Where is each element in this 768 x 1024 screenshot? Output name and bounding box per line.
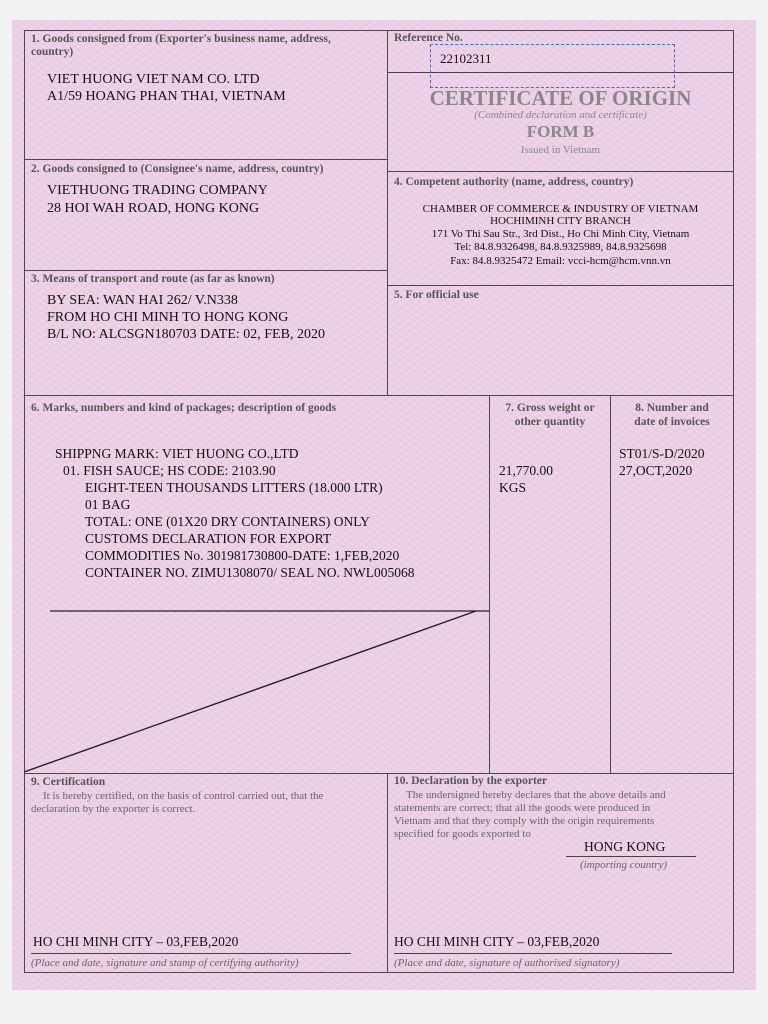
invoice-number: ST01/S-D/2020 [619,446,705,461]
box-9-label: 9. Certification [31,776,106,788]
gross-weight-unit: KGS [499,480,527,495]
certification-text-line2: declaration by the exporter is correct. [31,803,196,815]
box-9-certification [24,773,388,973]
declaration-signature-line [394,953,672,954]
box-8-label-line2: date of invoices [634,416,710,428]
box-7-gross-weight [489,395,611,774]
box-7-label-line1: 7. Gross weight or [505,402,595,414]
exporter-address: A1/59 HOANG PHAN THAI, VIETNAM [47,89,286,104]
box-6-label: 6. Marks, numbers and kind of packages; description of goods [31,402,337,414]
bill-of-lading: B/L NO: ALCSGN180703 DATE: 02, FEB, 2020 [47,327,325,342]
box-5-label: 5. For official use [394,289,479,301]
box-3-transport [24,270,388,396]
form-b-title: FORM B [526,122,595,141]
transport-vessel: BY SEA: WAN HAI 262/ V.N338 [47,293,238,308]
gross-weight-value: 21,770.00 [499,463,553,478]
box-6-cancellation-lines [24,395,490,774]
box-10-declaration [387,773,734,973]
box-3-label: 3. Means of transport and route (as far as known) [31,273,275,285]
declaration-text-line1: The undersigned hereby declares that the above details and [406,789,666,801]
authority-branch: HOCHIMINH CITY BRANCH [490,215,631,227]
goods-line-5: CUSTOMS DECLARATION FOR EXPORT [85,531,332,546]
certificate-of-origin-form [12,20,756,990]
box-4-label: 4. Competent authority (name, address, country) [394,176,634,188]
box-2-consignee [24,159,388,271]
authority-name: CHAMBER OF COMMERCE & INDUSTRY OF VIETNAM [422,203,699,215]
authority-address: 171 Vo Thi Sau Str., 3rd Dist., Ho Chi Minh City, Vietnam [431,228,690,240]
box-2-label: 2. Goods consigned to (Consignee's name, address, country) [31,163,324,175]
box-10-label: 10. Declaration by the exporter [394,775,547,787]
shipping-mark: SHIPPNG MARK: VIET HUONG CO.,LTD [55,446,299,461]
goods-line-2: EIGHT-TEEN THOUSANDS LITTERS (18.000 LTR) [85,480,383,495]
certification-signature-line [31,953,351,954]
goods-line-3: 01 BAG [85,497,131,512]
goods-line-6: COMMODITIES No. 301981730800-DATE: 1,FEB,2020 [85,548,400,563]
box-1-label-line1: 1. Goods consigned from (Exporter's business name, address, [31,33,331,45]
certification-place-date: HO CHI MINH CITY – 03,FEB,2020 [33,934,239,949]
goods-line-1: 01. FISH SAUCE; HS CODE: 2103.90 [63,463,276,478]
exporter-name: VIET HUONG VIET NAM CO. LTD [47,72,260,87]
invoice-date: 27,OCT,2020 [619,463,693,478]
certificate-title: CERTIFICATE OF ORIGIN [429,86,692,110]
consignee-name: VIETHUONG TRADING COMPANY [47,183,268,198]
box-1-label-line2: country) [31,46,74,58]
declaration-place-date: HO CHI MINH CITY – 03,FEB,2020 [394,934,600,949]
box-6-diagonal-line [24,611,476,772]
importing-country-caption: (importing country) [580,859,668,871]
declaration-text-line4: specified for goods exported to [394,828,531,840]
box-1-exporter [24,30,388,160]
certification-caption: (Place and date, signature and stamp of certifying authority) [31,957,299,969]
reference-number: 22102311 [440,51,492,66]
reference-divider [387,72,734,73]
certificate-subtitle: (Combined declaration and certificate) [474,109,647,121]
goods-line-7: CONTAINER NO. ZIMU1308070/ SEAL NO. NWL005068 [85,565,415,580]
goods-line-4: TOTAL: ONE (01X20 DRY CONTAINERS) ONLY [85,514,370,529]
certification-text-line1: It is hereby certified, on the basis of control carried out, that the [43,790,324,802]
box-5-official-use [387,285,734,396]
box-8-label-line1: 8. Number and [635,402,709,414]
importing-country-line [566,856,696,857]
declaration-caption: (Place and date, signature of authorised signatory) [394,957,620,969]
importing-country: HONG KONG [584,839,666,854]
box-4-competent-authority [387,171,734,286]
reference-label: Reference No. [394,32,463,44]
issued-in-text: Issued in Vietnam [520,144,601,156]
declaration-text-line3: Vietnam and that they comply with the origin requirements [394,815,655,827]
box-6-description [24,395,490,774]
declaration-text-line2: statements are correct; that all the goods were produced in [394,802,651,814]
authority-fax-email: Fax: 84.8.9325472 Email: vcci-hcm@hcm.vnn.vn [450,255,671,267]
box-8-invoices [610,395,734,774]
transport-route: FROM HO CHI MINH TO HONG KONG [47,310,289,325]
consignee-address: 28 HOI WAH ROAD, HONG KONG [47,201,260,216]
authority-tel: Tel: 84.8.9326498, 84.8.9325989, 84.8.9325698 [454,241,667,253]
box-7-label-line2: other quantity [514,416,586,428]
